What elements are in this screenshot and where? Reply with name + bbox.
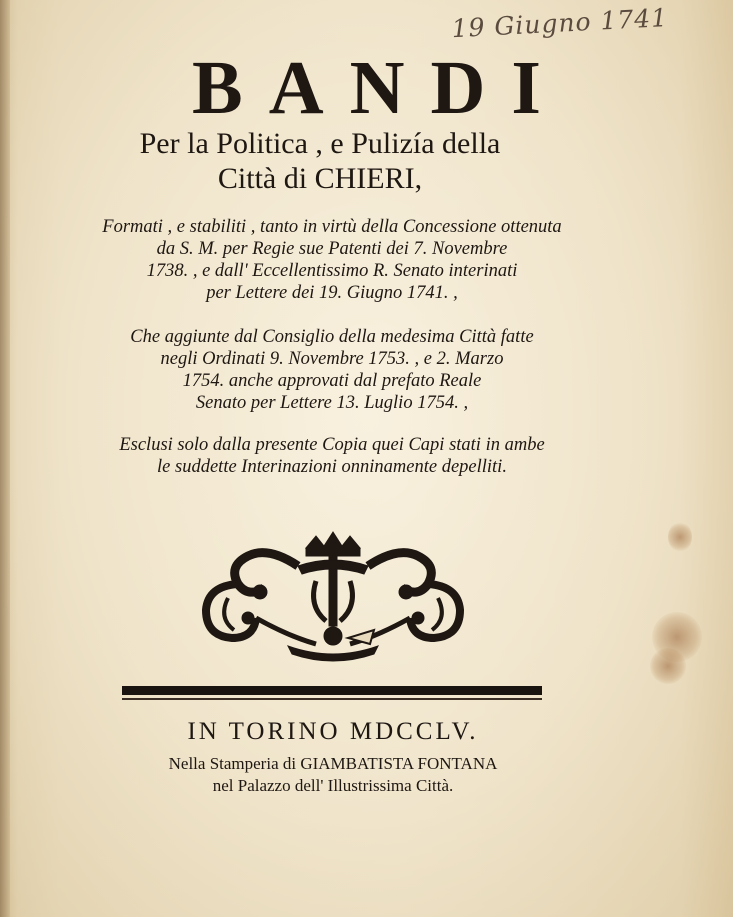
subtitle-line-2: Città di CHIERI,: [217, 162, 423, 195]
horizontal-rule: [122, 686, 542, 695]
paragraph2-line: 1754. anche approvati dal prefato Reale: [182, 371, 482, 391]
paper-stain: [650, 648, 686, 684]
paragraph2-line: Che aggiunte dal Consiglio della medesima Città fatte: [130, 327, 534, 347]
handwritten-date-note: 19 Giugno 1741: [450, 2, 669, 44]
imprint-printer-line2: nel Palazzo dell' Illustrissima Città.: [212, 776, 454, 795]
horizontal-rule-thin: [122, 698, 542, 700]
paper-stain: [668, 522, 692, 552]
paragraph1-line: da S. M. per Regie sue Patenti dei 7. Novembre: [156, 239, 508, 259]
imprint-printer-line1: Nella Stamperia di GIAMBATISTA FONTANA: [168, 754, 498, 773]
paragraph2-line: Senato per Lettere 13. Luglio 1754. ,: [195, 393, 469, 413]
paragraph2-line: negli Ordinati 9. Novembre 1753. , e 2. Marzo: [160, 349, 504, 369]
printers-ornament-emblem: [198, 526, 468, 666]
imprint-place-date: IN TORINO MDCCLV.: [187, 718, 479, 745]
subtitle-line-1: Per la Politica , e Pulizía della: [139, 127, 501, 160]
paragraph1-line: 1738. , e dall' Eccellentissimo R. Senato interinati: [146, 261, 518, 281]
paragraph1-line: per Lettere dei 19. Giugno 1741. ,: [206, 283, 458, 303]
paragraph3-line: le suddette Interinazioni onninamente depelliti.: [157, 457, 507, 477]
paragraph3-line: Esclusi solo dalla presente Copia quei Capi stati in ambe: [119, 435, 545, 455]
document-title: BANDI: [192, 46, 567, 130]
paragraph1-line: Formati , e stabiliti , tanto in virtù della Concessione ottenuta: [102, 217, 562, 237]
